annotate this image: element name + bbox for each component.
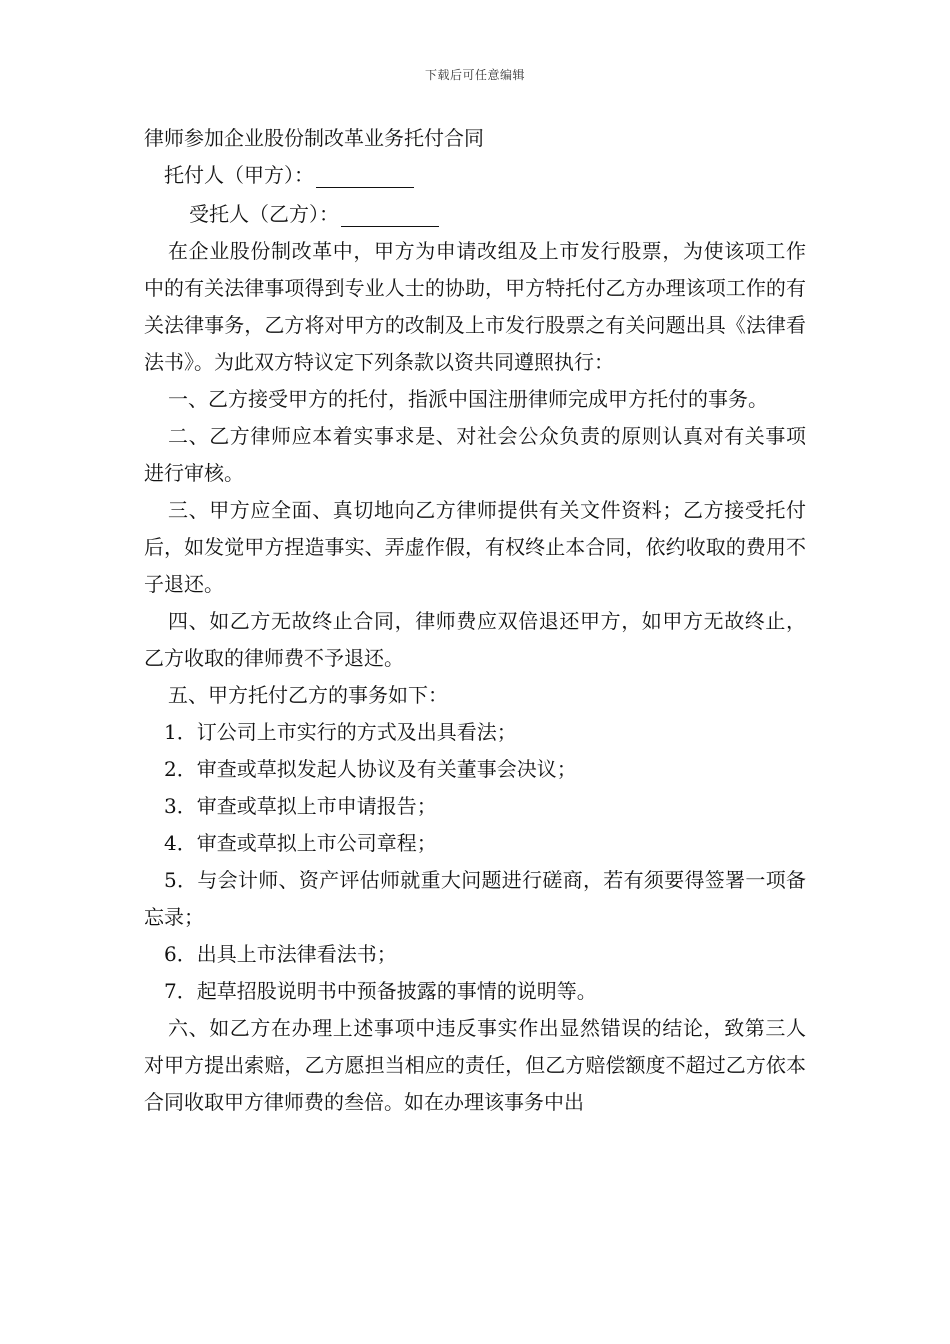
document-title: 律师参加企业股份制改革业务托付合同	[144, 126, 484, 150]
list-item-7: 7．起草招股说明书中预备披露的事情的说明等。	[164, 979, 597, 1003]
party-b-label: 受托人（乙方）：	[189, 202, 339, 226]
clause-1: 一、乙方接受甲方的托付，指派中国注册律师完成甲方托付的事务。	[168, 387, 768, 411]
list-item-6: 6．出具上市法律看法书；	[164, 942, 397, 966]
clause-6: 六、如乙方在办理上述事项中违反事实作出显然错误的结论，致第三人对甲方提出索赔，乙方愿担当相应的责任，但乙方赔偿额度不超过乙方依本合同收取甲方律师费的叁倍。如在办理该事务中出	[144, 1016, 806, 1114]
list-item-3: 3．审查或草拟上市申请报告；	[164, 794, 437, 818]
list-item-4: 4．审查或草拟上市公司章程；	[164, 831, 437, 855]
party-b-blank	[341, 202, 439, 227]
list-item-2: 2．审查或草拟发起人协议及有关董事会决议；	[164, 757, 577, 781]
document-body	[144, 120, 806, 1121]
clause-4: 四、如乙方无故终止合同，律师费应双倍退还甲方，如甲方无故终止，乙方收取的律师费不予退还。	[144, 609, 806, 670]
party-a-blank	[316, 163, 414, 188]
list-item-1: 1．订公司上市实行的方式及出具看法；	[164, 720, 517, 744]
list-item-5: 5．与会计师、资产评估师就重大问题进行磋商，若有须要得签署一项备忘录；	[144, 868, 806, 929]
intro-paragraph: 在企业股份制改革中，甲方为申请改组及上市发行股票，为使该项工作中的有关法律事项得到专业人士的协助，甲方特托付乙方办理该项工作的有关法律事务，乙方将对甲方的改制及上市发行股票之有关问题出具《法律看法书》。为此双方特议定下列条款以资共同遵照执行：	[144, 239, 806, 374]
party-a-label: 托付人（甲方）：	[164, 163, 314, 187]
party-a-line	[144, 157, 806, 194]
clause-3: 三、甲方应全面、真切地向乙方律师提供有关文件资料；乙方接受托付后，如发觉甲方捏造事实、弄虚作假，有权终止本合同，依约收取的费用不子退还。	[144, 498, 806, 596]
clause-2: 二、乙方律师应本着实事求是、对社会公众负责的原则认真对有关事项进行审核。	[144, 424, 806, 485]
header-note: 下载后可任意编辑	[424, 68, 525, 82]
clause-5: 五、甲方托付乙方的事务如下：	[168, 683, 448, 707]
party-b-line	[144, 196, 806, 233]
